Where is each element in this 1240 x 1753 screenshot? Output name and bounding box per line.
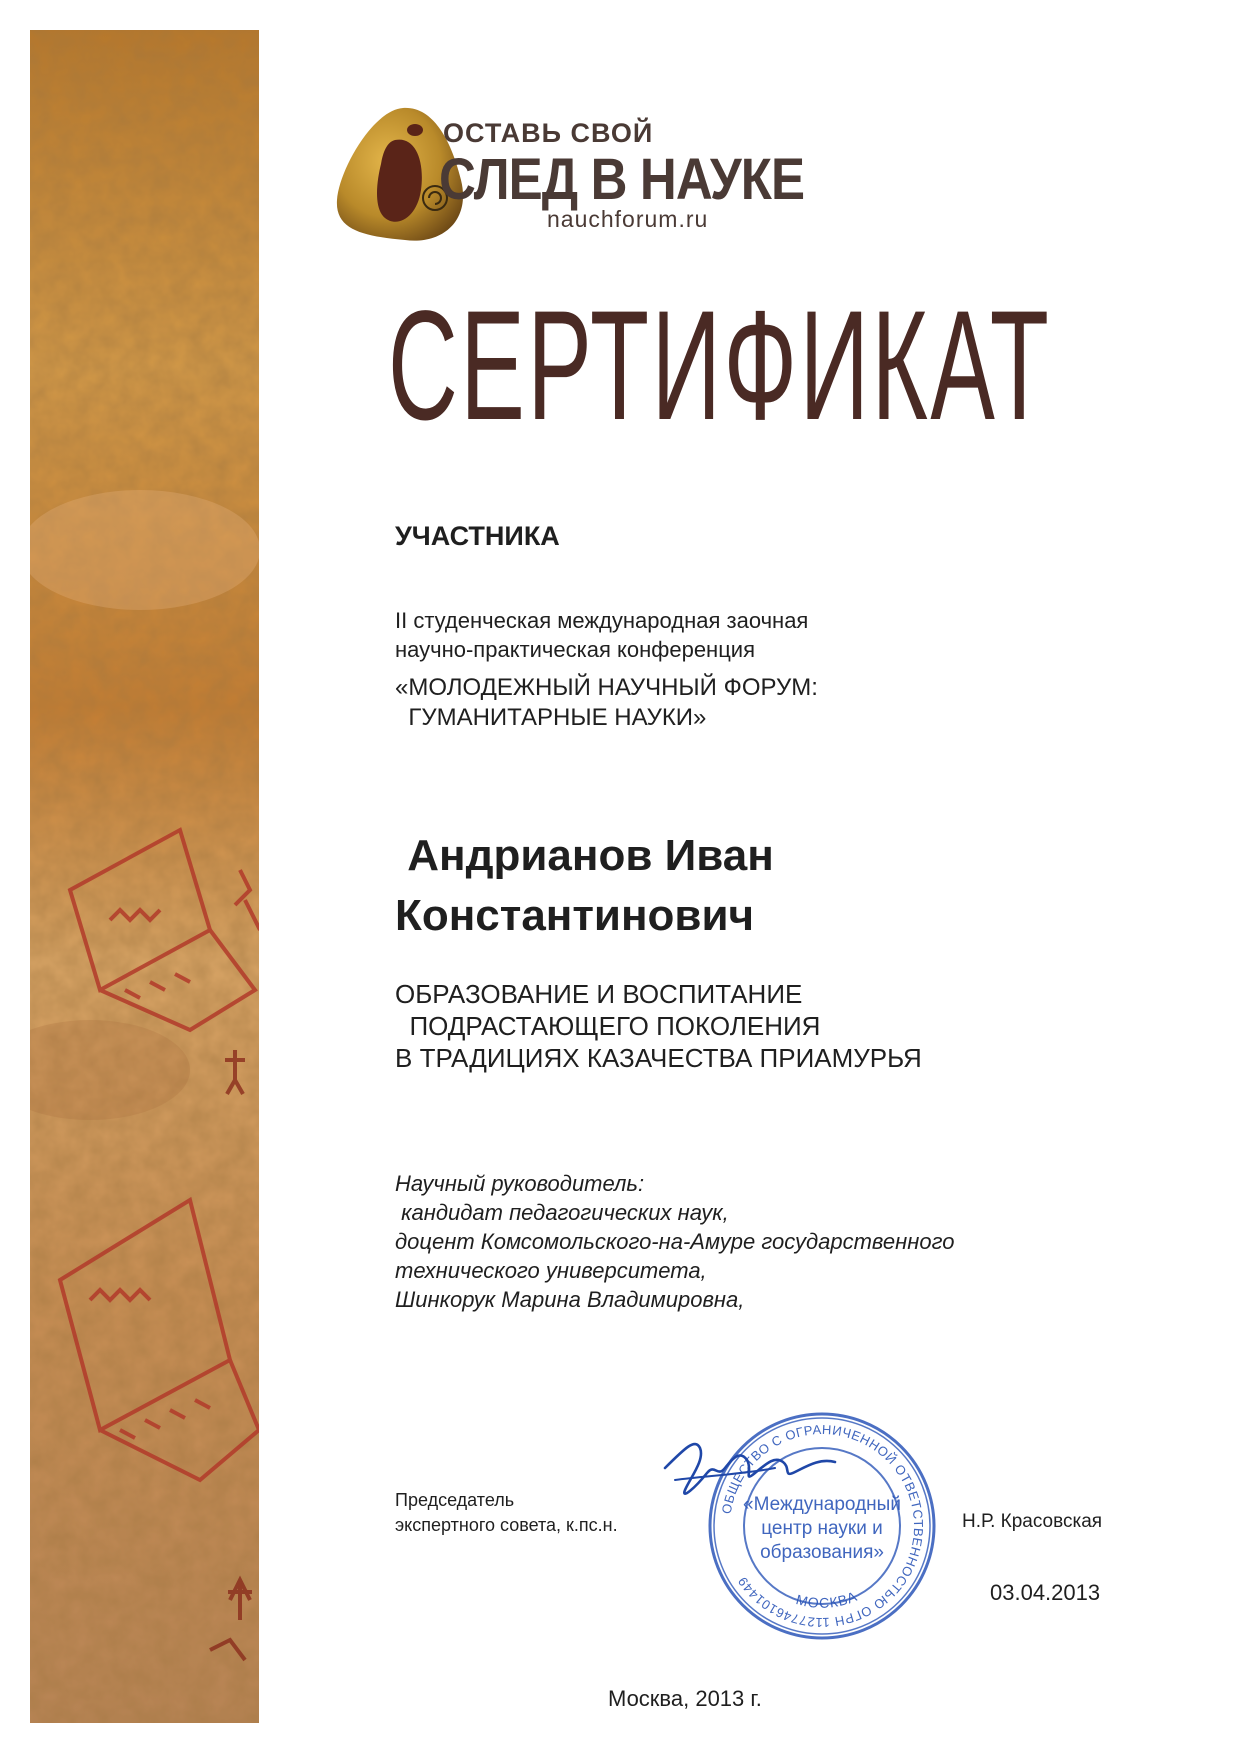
paper-topic <box>395 978 922 1074</box>
stamp-city: МОСКВА <box>794 1587 860 1611</box>
logo-tagline: ОСТАВЬ СВОЙ <box>443 118 654 148</box>
chair-name: Н.Р. Красовская <box>962 1511 1103 1532</box>
participant-name-line: Андрианов Иван <box>395 831 774 880</box>
conference-description <box>395 606 808 664</box>
stamp-center-line: центр науки и <box>761 1518 883 1539</box>
conference-name <box>395 673 818 733</box>
stamp-ring-text: ОБЩЕСТВО С ОГРАНИЧЕННОЙ ОТВЕТСТВЕННОСТЬЮ ОГРН 1127746101449 <box>718 1421 927 1631</box>
certificate-role: УЧАСТНИКА <box>395 521 560 551</box>
logo <box>333 100 803 250</box>
supervisor-line: кандидат педагогических наук, <box>395 1200 729 1225</box>
conference-name-line: «МОЛОДЕЖНЫЙ НАУЧНЫЙ ФОРУМ: <box>395 674 818 701</box>
supervisor-info <box>395 1169 954 1314</box>
certificate-title: СЕРТИФИКАТ <box>388 279 1052 453</box>
topic-line: ПОДРАСТАЮЩЕГО ПОКОЛЕНИЯ <box>395 1011 821 1041</box>
conference-name-line: ГУМАНИТАРНЫЕ НАУКИ» <box>395 704 707 731</box>
chair-line: экспертного совета, к.пс.н. <box>395 1515 618 1535</box>
stamp-center-line: «Международный <box>743 1494 901 1515</box>
decorative-rock-art-strip <box>30 30 259 1723</box>
supervisor-line: Шинкорук Марина Владимировна, <box>395 1287 745 1312</box>
participant-name-line: Константинович <box>395 891 755 940</box>
topic-line: ОБРАЗОВАНИЕ И ВОСПИТАНИЕ <box>395 979 803 1009</box>
stamp-center-line: образования» <box>760 1542 884 1563</box>
issue-date: 03.04.2013 <box>990 1580 1101 1605</box>
city-year: Москва, 2013 г. <box>608 1686 762 1711</box>
logo-title: СЛЕД В НАУКЕ <box>439 147 805 212</box>
logo-url: nauchforum.ru <box>547 206 709 232</box>
conference-line: II студенческая международная заочная <box>395 608 809 633</box>
participant-name <box>395 826 774 946</box>
chair-title <box>395 1488 618 1538</box>
conference-line: научно-практическая конференция <box>395 637 756 662</box>
supervisor-line: Научный руководитель: <box>395 1171 645 1196</box>
supervisor-line: доцент Комсомольского-на-Амуре государственного <box>395 1229 955 1254</box>
svg-text:МОСКВА <box>794 1588 859 1611</box>
chair-line: Председатель <box>395 1490 515 1510</box>
topic-line: В ТРАДИЦИЯХ КАЗАЧЕСТВА ПРИАМУРЬЯ <box>395 1043 922 1073</box>
signature <box>655 1428 845 1508</box>
supervisor-line: технического университета, <box>395 1258 707 1283</box>
